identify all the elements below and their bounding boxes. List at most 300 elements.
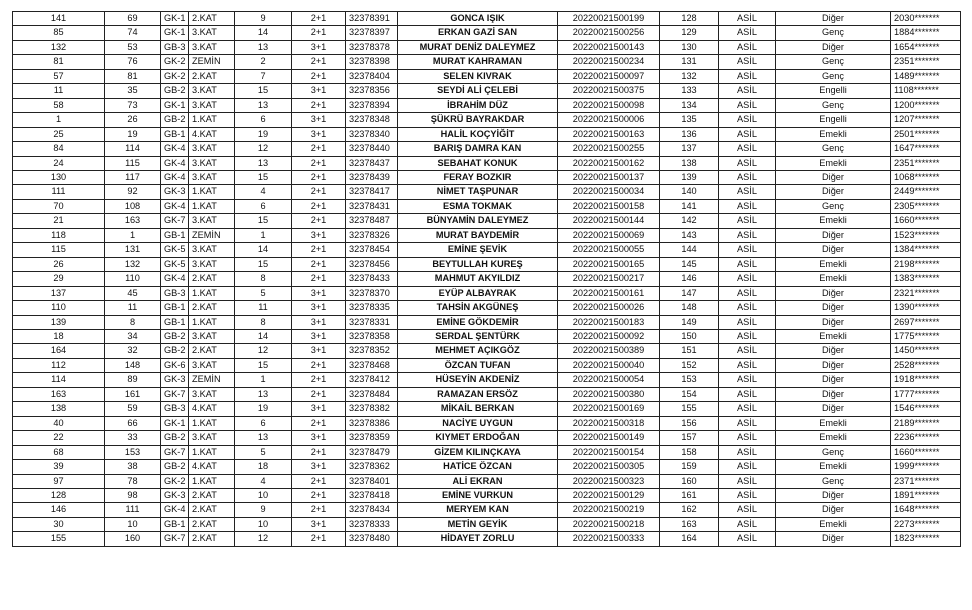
cell-tc-kimlik: 1654******* (891, 40, 961, 54)
cell-kategori: Diğer (776, 488, 891, 502)
cell-sira-no: 21 (13, 214, 105, 228)
cell-sira-no: 26 (13, 257, 105, 271)
cell-kura-no: 34 (105, 329, 161, 343)
cell-oda-tipi: 2+1 (292, 26, 346, 40)
cell-kategori: Diğer (776, 40, 891, 54)
cell-ad-soyad: ALİ EKRAN (398, 474, 558, 488)
cell-durum: ASİL (719, 12, 776, 26)
cell-basvuru-no: 20220021500219 (558, 503, 660, 517)
cell-ad-soyad: SELEN KIVRAK (398, 69, 558, 83)
cell-durum: ASİL (719, 26, 776, 40)
cell-asil-sira: 163 (660, 517, 719, 531)
cell-sira-no: 110 (13, 301, 105, 315)
cell-tc-kimlik: 1891******* (891, 488, 961, 502)
cell-bagimsiz-bolum-no: 32378440 (346, 142, 398, 156)
cell-daire-no: 10 (235, 488, 292, 502)
cell-oda-tipi: 2+1 (292, 185, 346, 199)
cell-daire-no: 13 (235, 431, 292, 445)
cell-bagimsiz-bolum-no: 32378378 (346, 40, 398, 54)
cell-bagimsiz-bolum-no: 32378331 (346, 315, 398, 329)
cell-blok: GK-3 (161, 373, 189, 387)
cell-basvuru-no: 20220021500169 (558, 402, 660, 416)
cell-kategori: Emekli (776, 127, 891, 141)
table-row (13, 358, 961, 372)
cell-kat: 1.KAT (189, 113, 235, 127)
cell-kura-no: 81 (105, 69, 161, 83)
cell-asil-sira: 164 (660, 532, 719, 546)
cell-sira-no: 11 (13, 84, 105, 98)
cell-kat: 3.KAT (189, 214, 235, 228)
cell-ad-soyad: HİDAYET ZORLU (398, 532, 558, 546)
cell-kat: 3.KAT (189, 170, 235, 184)
cell-tc-kimlik: 1660******* (891, 445, 961, 459)
cell-tc-kimlik: 2030******* (891, 12, 961, 26)
cell-oda-tipi: 2+1 (292, 55, 346, 69)
cell-basvuru-no: 20220021500163 (558, 127, 660, 141)
cell-oda-tipi: 2+1 (292, 214, 346, 228)
cell-kura-no: 8 (105, 315, 161, 329)
cell-bagimsiz-bolum-no: 32378468 (346, 358, 398, 372)
cell-kategori: Genç (776, 142, 891, 156)
cell-oda-tipi: 3+1 (292, 402, 346, 416)
cell-basvuru-no: 20220021500154 (558, 445, 660, 459)
cell-durum: ASİL (719, 387, 776, 401)
cell-kura-no: 38 (105, 460, 161, 474)
cell-basvuru-no: 20220021500161 (558, 286, 660, 300)
cell-kategori: Emekli (776, 329, 891, 343)
cell-kat: 2.KAT (189, 503, 235, 517)
cell-kat: 1.KAT (189, 185, 235, 199)
cell-blok: GB-2 (161, 113, 189, 127)
cell-blok: GK-4 (161, 199, 189, 213)
cell-kat: 2.KAT (189, 301, 235, 315)
cell-asil-sira: 152 (660, 358, 719, 372)
table-row (13, 532, 961, 546)
cell-kura-no: 74 (105, 26, 161, 40)
cell-kat: 3.KAT (189, 431, 235, 445)
cell-oda-tipi: 3+1 (292, 113, 346, 127)
cell-kat: ZEMİN (189, 373, 235, 387)
cell-daire-no: 4 (235, 185, 292, 199)
cell-durum: ASİL (719, 257, 776, 271)
table-row (13, 431, 961, 445)
cell-kat: 4.KAT (189, 127, 235, 141)
cell-basvuru-no: 20220021500129 (558, 488, 660, 502)
cell-blok: GK-4 (161, 142, 189, 156)
cell-durum: ASİL (719, 286, 776, 300)
cell-ad-soyad: ÖZCAN TUFAN (398, 358, 558, 372)
cell-kura-no: 153 (105, 445, 161, 459)
cell-kura-no: 110 (105, 272, 161, 286)
cell-bagimsiz-bolum-no: 32378348 (346, 113, 398, 127)
cell-bagimsiz-bolum-no: 32378484 (346, 387, 398, 401)
cell-kura-no: 78 (105, 474, 161, 488)
cell-durum: ASİL (719, 69, 776, 83)
cell-daire-no: 12 (235, 142, 292, 156)
cell-asil-sira: 137 (660, 142, 719, 156)
cell-tc-kimlik: 1823******* (891, 532, 961, 546)
cell-kat: 3.KAT (189, 84, 235, 98)
cell-sira-no: 70 (13, 199, 105, 213)
cell-daire-no: 13 (235, 156, 292, 170)
cell-tc-kimlik: 1647******* (891, 142, 961, 156)
cell-kura-no: 59 (105, 402, 161, 416)
cell-kura-no: 163 (105, 214, 161, 228)
cell-sira-no: 137 (13, 286, 105, 300)
cell-kat: 3.KAT (189, 243, 235, 257)
cell-kura-no: 148 (105, 358, 161, 372)
cell-bagimsiz-bolum-no: 32378335 (346, 301, 398, 315)
cell-sira-no: 84 (13, 142, 105, 156)
cell-basvuru-no: 20220021500333 (558, 532, 660, 546)
cell-blok: GK-2 (161, 474, 189, 488)
cell-tc-kimlik: 1108******* (891, 84, 961, 98)
cell-oda-tipi: 3+1 (292, 84, 346, 98)
cell-sira-no: 164 (13, 344, 105, 358)
cell-sira-no: 57 (13, 69, 105, 83)
table-row (13, 98, 961, 112)
cell-bagimsiz-bolum-no: 32378437 (346, 156, 398, 170)
cell-ad-soyad: EYÜP ALBAYRAK (398, 286, 558, 300)
cell-kategori: Genç (776, 445, 891, 459)
cell-ad-soyad: ERKAN GAZİ SAN (398, 26, 558, 40)
cell-ad-soyad: BÜNYAMİN DALEYMEZ (398, 214, 558, 228)
cell-basvuru-no: 20220021500256 (558, 26, 660, 40)
cell-kat: 1.KAT (189, 286, 235, 300)
cell-kat: 3.KAT (189, 40, 235, 54)
cell-oda-tipi: 2+1 (292, 156, 346, 170)
cell-kat: 2.KAT (189, 344, 235, 358)
table-row (13, 373, 961, 387)
cell-asil-sira: 162 (660, 503, 719, 517)
cell-kategori: Diğer (776, 373, 891, 387)
cell-oda-tipi: 2+1 (292, 272, 346, 286)
cell-bagimsiz-bolum-no: 32378370 (346, 286, 398, 300)
cell-oda-tipi: 3+1 (292, 40, 346, 54)
cell-kategori: Engelli (776, 84, 891, 98)
cell-kat: 3.KAT (189, 257, 235, 271)
cell-tc-kimlik: 2321******* (891, 286, 961, 300)
cell-kat: ZEMİN (189, 55, 235, 69)
cell-blok: GB-1 (161, 228, 189, 242)
cell-basvuru-no: 20220021500006 (558, 113, 660, 127)
cell-blok: GK-3 (161, 185, 189, 199)
cell-kategori: Emekli (776, 517, 891, 531)
table-row (13, 272, 961, 286)
cell-kategori: Diğer (776, 228, 891, 242)
table-row (13, 402, 961, 416)
table-row (13, 69, 961, 83)
cell-kat: 1.KAT (189, 199, 235, 213)
cell-asil-sira: 155 (660, 402, 719, 416)
cell-sira-no: 118 (13, 228, 105, 242)
cell-bagimsiz-bolum-no: 32378362 (346, 460, 398, 474)
cell-tc-kimlik: 1207******* (891, 113, 961, 127)
cell-oda-tipi: 3+1 (292, 228, 346, 242)
cell-kat: 3.KAT (189, 98, 235, 112)
cell-daire-no: 10 (235, 517, 292, 531)
cell-kategori: Diğer (776, 301, 891, 315)
cell-durum: ASİL (719, 373, 776, 387)
cell-kura-no: 76 (105, 55, 161, 69)
cell-kat: 2.KAT (189, 532, 235, 546)
cell-sira-no: 97 (13, 474, 105, 488)
cell-oda-tipi: 3+1 (292, 329, 346, 343)
cell-tc-kimlik: 2371******* (891, 474, 961, 488)
cell-blok: GK-5 (161, 257, 189, 271)
cell-ad-soyad: MEHMET AÇIKGÖZ (398, 344, 558, 358)
cell-bagimsiz-bolum-no: 32378382 (346, 402, 398, 416)
cell-durum: ASİL (719, 272, 776, 286)
cell-durum: ASİL (719, 402, 776, 416)
cell-kura-no: 69 (105, 12, 161, 26)
cell-durum: ASİL (719, 358, 776, 372)
cell-blok: GK-2 (161, 69, 189, 83)
cell-daire-no: 18 (235, 460, 292, 474)
cell-oda-tipi: 2+1 (292, 532, 346, 546)
cell-durum: ASİL (719, 301, 776, 315)
cell-asil-sira: 139 (660, 170, 719, 184)
cell-bagimsiz-bolum-no: 32378397 (346, 26, 398, 40)
cell-daire-no: 8 (235, 272, 292, 286)
cell-bagimsiz-bolum-no: 32378340 (346, 127, 398, 141)
cell-durum: ASİL (719, 431, 776, 445)
cell-basvuru-no: 20220021500055 (558, 243, 660, 257)
cell-kura-no: 26 (105, 113, 161, 127)
cell-basvuru-no: 20220021500137 (558, 170, 660, 184)
cell-durum: ASİL (719, 488, 776, 502)
cell-basvuru-no: 20220021500162 (558, 156, 660, 170)
cell-oda-tipi: 3+1 (292, 517, 346, 531)
cell-sira-no: 130 (13, 170, 105, 184)
cell-bagimsiz-bolum-no: 32378398 (346, 55, 398, 69)
cell-daire-no: 12 (235, 532, 292, 546)
cell-basvuru-no: 20220021500323 (558, 474, 660, 488)
cell-bagimsiz-bolum-no: 32378434 (346, 503, 398, 517)
cell-bagimsiz-bolum-no: 32378454 (346, 243, 398, 257)
cell-durum: ASİL (719, 185, 776, 199)
cell-kategori: Diğer (776, 185, 891, 199)
table-row (13, 26, 961, 40)
cell-bagimsiz-bolum-no: 32378439 (346, 170, 398, 184)
cell-kura-no: 117 (105, 170, 161, 184)
cell-ad-soyad: BARIŞ DAMRA KAN (398, 142, 558, 156)
table-row (13, 214, 961, 228)
cell-tc-kimlik: 1450******* (891, 344, 961, 358)
cell-tc-kimlik: 2305******* (891, 199, 961, 213)
table-row (13, 84, 961, 98)
cell-basvuru-no: 20220021500234 (558, 55, 660, 69)
table-row (13, 315, 961, 329)
cell-blok: GB-1 (161, 517, 189, 531)
cell-kategori: Genç (776, 474, 891, 488)
cell-oda-tipi: 3+1 (292, 344, 346, 358)
cell-asil-sira: 132 (660, 69, 719, 83)
cell-daire-no: 19 (235, 127, 292, 141)
cell-blok: GK-2 (161, 55, 189, 69)
cell-daire-no: 14 (235, 243, 292, 257)
cell-asil-sira: 136 (660, 127, 719, 141)
cell-tc-kimlik: 1489******* (891, 69, 961, 83)
cell-ad-soyad: KIYMET ERDOĞAN (398, 431, 558, 445)
cell-kat: 1.KAT (189, 474, 235, 488)
cell-kategori: Emekli (776, 156, 891, 170)
cell-basvuru-no: 20220021500097 (558, 69, 660, 83)
cell-durum: ASİL (719, 416, 776, 430)
table-row (13, 445, 961, 459)
cell-oda-tipi: 2+1 (292, 373, 346, 387)
table-row (13, 301, 961, 315)
cell-bagimsiz-bolum-no: 32378487 (346, 214, 398, 228)
cell-ad-soyad: NACİYE UYGUN (398, 416, 558, 430)
cell-basvuru-no: 20220021500318 (558, 416, 660, 430)
cell-tc-kimlik: 1660******* (891, 214, 961, 228)
cell-sira-no: 22 (13, 431, 105, 445)
cell-sira-no: 111 (13, 185, 105, 199)
cell-ad-soyad: SEBAHAT KONUK (398, 156, 558, 170)
cell-basvuru-no: 20220021500098 (558, 98, 660, 112)
cell-asil-sira: 161 (660, 488, 719, 502)
cell-basvuru-no: 20220021500092 (558, 329, 660, 343)
cell-basvuru-no: 20220021500165 (558, 257, 660, 271)
cell-ad-soyad: HALİL KOÇYİĞİT (398, 127, 558, 141)
cell-oda-tipi: 2+1 (292, 387, 346, 401)
cell-kura-no: 92 (105, 185, 161, 199)
cell-tc-kimlik: 2501******* (891, 127, 961, 141)
cell-basvuru-no: 20220021500034 (558, 185, 660, 199)
cell-tc-kimlik: 2528******* (891, 358, 961, 372)
cell-blok: GK-7 (161, 445, 189, 459)
cell-daire-no: 8 (235, 315, 292, 329)
cell-kat: 2.KAT (189, 488, 235, 502)
cell-oda-tipi: 3+1 (292, 301, 346, 315)
cell-sira-no: 58 (13, 98, 105, 112)
cell-daire-no: 5 (235, 286, 292, 300)
cell-sira-no: 128 (13, 488, 105, 502)
cell-bagimsiz-bolum-no: 32378356 (346, 84, 398, 98)
cell-daire-no: 1 (235, 228, 292, 242)
cell-kura-no: 132 (105, 257, 161, 271)
cell-daire-no: 15 (235, 257, 292, 271)
cell-ad-soyad: TAHSİN AKGÜNEŞ (398, 301, 558, 315)
cell-oda-tipi: 2+1 (292, 170, 346, 184)
cell-blok: GB-1 (161, 315, 189, 329)
cell-blok: GK-4 (161, 272, 189, 286)
cell-sira-no: 25 (13, 127, 105, 141)
cell-kura-no: 66 (105, 416, 161, 430)
cell-kategori: Emekli (776, 460, 891, 474)
cell-basvuru-no: 20220021500149 (558, 431, 660, 445)
cell-kat: 1.KAT (189, 416, 235, 430)
cell-oda-tipi: 3+1 (292, 431, 346, 445)
cell-sira-no: 112 (13, 358, 105, 372)
cell-sira-no: 30 (13, 517, 105, 531)
cell-kategori: Genç (776, 26, 891, 40)
cell-tc-kimlik: 2236******* (891, 431, 961, 445)
cell-sira-no: 40 (13, 416, 105, 430)
cell-kat: 3.KAT (189, 26, 235, 40)
table-row (13, 416, 961, 430)
cell-kura-no: 1 (105, 228, 161, 242)
cell-basvuru-no: 20220021500305 (558, 460, 660, 474)
table-row (13, 243, 961, 257)
cell-asil-sira: 143 (660, 228, 719, 242)
cell-basvuru-no: 20220021500380 (558, 387, 660, 401)
cell-kategori: Engelli (776, 113, 891, 127)
cell-bagimsiz-bolum-no: 32378333 (346, 517, 398, 531)
cell-bagimsiz-bolum-no: 32378404 (346, 69, 398, 83)
cell-kategori: Genç (776, 69, 891, 83)
cell-daire-no: 5 (235, 445, 292, 459)
cell-durum: ASİL (719, 344, 776, 358)
cell-kategori: Diğer (776, 532, 891, 546)
cell-ad-soyad: ESMA TOKMAK (398, 199, 558, 213)
cell-daire-no: 2 (235, 55, 292, 69)
cell-oda-tipi: 2+1 (292, 199, 346, 213)
cell-blok: GB-2 (161, 431, 189, 445)
cell-kura-no: 115 (105, 156, 161, 170)
cell-blok: GK-4 (161, 156, 189, 170)
cell-kura-no: 45 (105, 286, 161, 300)
cell-kat: 1.KAT (189, 315, 235, 329)
cell-durum: ASİL (719, 55, 776, 69)
cell-oda-tipi: 3+1 (292, 315, 346, 329)
cell-bagimsiz-bolum-no: 32378479 (346, 445, 398, 459)
cell-sira-no: 24 (13, 156, 105, 170)
table-row (13, 488, 961, 502)
cell-basvuru-no: 20220021500069 (558, 228, 660, 242)
cell-blok: GK-7 (161, 214, 189, 228)
cell-asil-sira: 138 (660, 156, 719, 170)
cell-oda-tipi: 3+1 (292, 127, 346, 141)
cell-kat: 4.KAT (189, 460, 235, 474)
cell-asil-sira: 129 (660, 26, 719, 40)
cell-blok: GK-7 (161, 532, 189, 546)
cell-durum: ASİL (719, 517, 776, 531)
cell-blok: GK-4 (161, 503, 189, 517)
cell-kategori: Diğer (776, 315, 891, 329)
cell-asil-sira: 146 (660, 272, 719, 286)
table-row (13, 12, 961, 26)
table-row (13, 257, 961, 271)
cell-asil-sira: 151 (660, 344, 719, 358)
cell-oda-tipi: 2+1 (292, 358, 346, 372)
cell-bagimsiz-bolum-no: 32378401 (346, 474, 398, 488)
cell-daire-no: 1 (235, 373, 292, 387)
cell-bagimsiz-bolum-no: 32378433 (346, 272, 398, 286)
cell-durum: ASİL (719, 199, 776, 213)
cell-ad-soyad: BEYTULLAH KUREŞ (398, 257, 558, 271)
cell-ad-soyad: GİZEM KILINÇKAYA (398, 445, 558, 459)
cell-kat: 2.KAT (189, 12, 235, 26)
cell-asil-sira: 134 (660, 98, 719, 112)
cell-daire-no: 9 (235, 12, 292, 26)
cell-oda-tipi: 2+1 (292, 445, 346, 459)
cell-daire-no: 11 (235, 301, 292, 315)
cell-ad-soyad: GONCA IŞIK (398, 12, 558, 26)
cell-basvuru-no: 20220021500218 (558, 517, 660, 531)
cell-kura-no: 111 (105, 503, 161, 517)
cell-durum: ASİL (719, 214, 776, 228)
cell-sira-no: 68 (13, 445, 105, 459)
cell-kat: ZEMİN (189, 228, 235, 242)
cell-asil-sira: 131 (660, 55, 719, 69)
cell-daire-no: 13 (235, 98, 292, 112)
cell-sira-no: 139 (13, 315, 105, 329)
cell-kura-no: 10 (105, 517, 161, 531)
cell-tc-kimlik: 1390******* (891, 301, 961, 315)
cell-bagimsiz-bolum-no: 32378412 (346, 373, 398, 387)
